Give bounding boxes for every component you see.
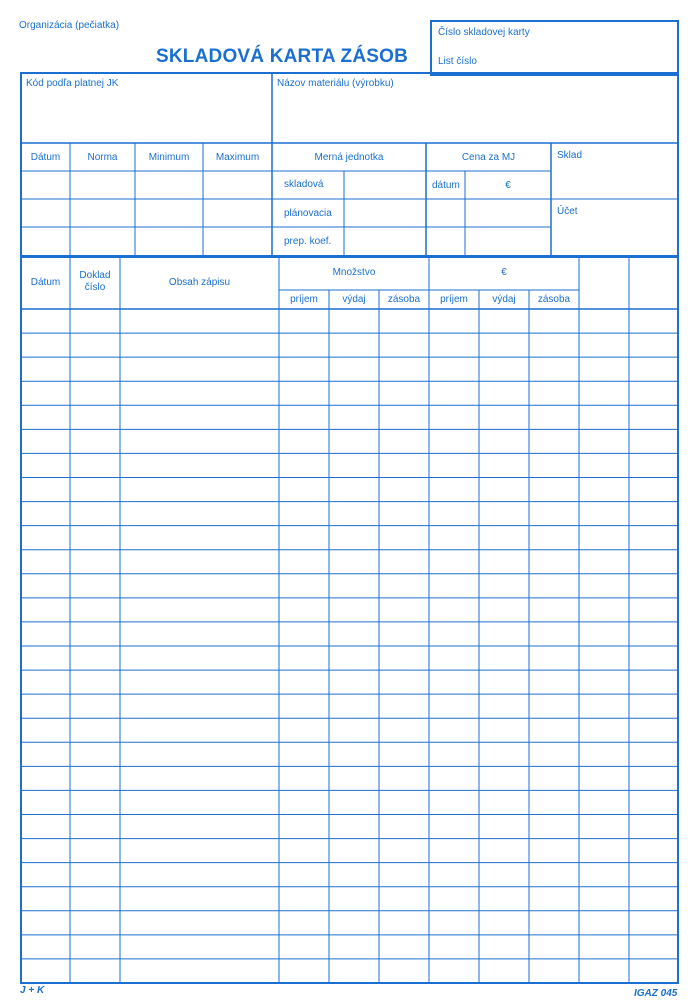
val-stock-header: zásoba [537,294,571,305]
info-account-label: Účet [557,206,578,217]
info-minimum-header: Minimum [148,152,190,163]
ledger-document-header: Doklad číslo [79,270,111,293]
code-label: Kód podľa platnej JK [26,78,119,89]
info-norm-header: Norma [87,152,118,163]
qty-in-header: príjem [290,294,318,305]
val-in-header: príjem [440,294,468,305]
price-currency-label: € [505,180,511,191]
info-date-header: Dátum [30,152,61,163]
organization-label: Organizácia (pečiatka) [19,20,120,31]
page-title: SKLADOVÁ KARTA ZÁSOB [156,46,409,67]
ledger-value-header: € [501,267,507,278]
price-date-label: dátum [432,180,460,191]
info-maximum-header: Maximum [215,152,260,163]
ledger-quantity-header: Množstvo [332,267,376,278]
card-number-label: Číslo skladovej karty [438,27,530,38]
ledger-content-header: Obsah zápisu [168,277,231,288]
sheet-number-label: List číslo [438,56,477,67]
footer-right: IGAZ 045 [634,988,678,999]
unit-storage-label: skladová [284,179,324,190]
qty-stock-header: zásoba [387,294,421,305]
info-unit-header: Merná jednotka [314,152,384,163]
unit-conversion-label: prep. koef. [284,236,332,247]
info-warehouse-label: Sklad [557,150,583,161]
footer-left: J + K [20,985,45,996]
unit-planning-label: plánovacia [284,208,332,219]
info-price-header: Cena za MJ [461,152,516,163]
val-out-header: výdaj [492,294,516,305]
ledger-date-header: Dátum [30,277,61,288]
qty-out-header: výdaj [342,294,366,305]
material-name-label: Názov materiálu (výrobku) [277,78,394,89]
